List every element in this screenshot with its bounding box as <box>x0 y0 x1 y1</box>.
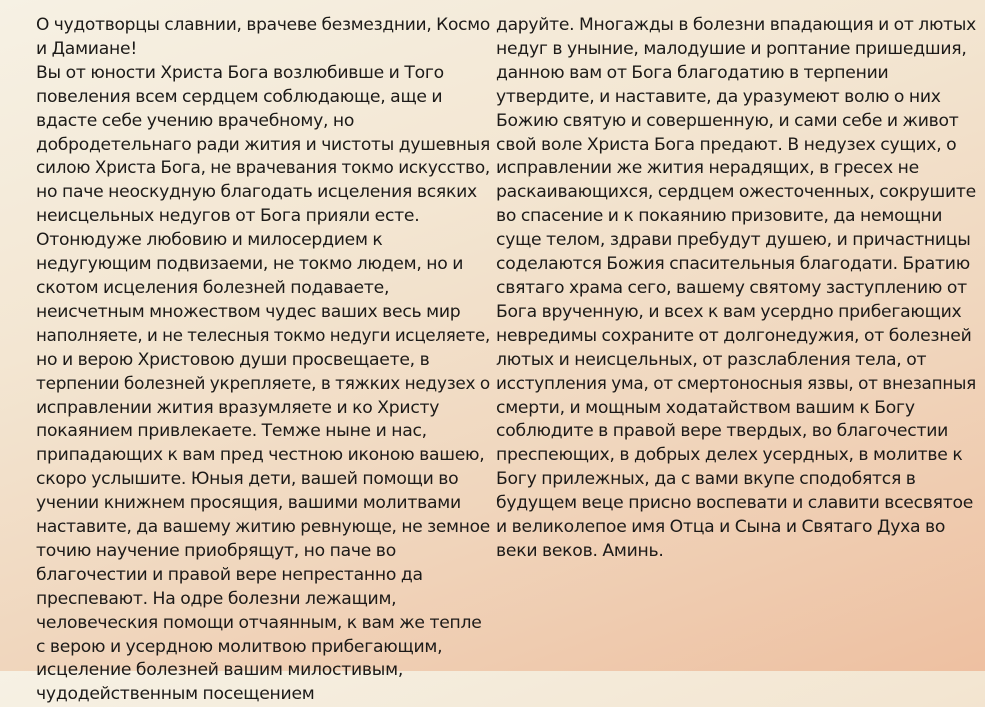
text-line: соделаются Божия спасительныя благодати. Братию <box>496 254 970 275</box>
text-line: соблюдите в правой вере твердых, во благочестии <box>496 421 949 442</box>
text-line: вдасте себе учению врачебному, но <box>36 110 355 131</box>
text-line: лютых и неисцельных, от разслабления тела, от <box>496 349 927 370</box>
text-line: и великолепое имя Отца и Сына и Святаго Духа во <box>496 517 946 538</box>
text-line: чудодейственным посещением <box>36 684 315 705</box>
text-line: Отонюдуже любовию и милосердием к <box>36 230 383 251</box>
text-line: наполняете, и не телесныя токмо недуги исцеляете, <box>36 325 490 346</box>
text-line: терпении болезней укрепляете, в тяжких недузех о <box>36 373 490 394</box>
text-line: Бога врученную, и всех к вам усердно прибегающих <box>496 301 962 322</box>
text-line: преспевают. На одре болезни лежащим, <box>36 588 397 609</box>
text-line: добродетельнаго ради жития и чистоты душевныя <box>36 134 490 155</box>
text-line: Вы от юности Христа Бога возлюбивше и Того <box>36 62 444 83</box>
text-line: исправлении же жития нерадящих, в гресех не <box>496 158 919 179</box>
text-line: покаянием привлекаете. Темже ныне и нас, <box>36 421 427 442</box>
text-line: но и верою Христовою души просвещаете, в <box>36 349 430 370</box>
text-line: исцеление болезней вашим милостивым, <box>36 660 404 681</box>
prayer-right-column <box>496 14 976 564</box>
text-line: будущем веце присно воспевати и славити всесвятое <box>496 493 974 514</box>
text-line: веки веков. Аминь. <box>496 540 664 561</box>
text-line: недуг в уныние, малодушие и роптание пришедшия, <box>496 38 967 59</box>
text-line: данною вам от Бога благодатию в терпении <box>496 62 889 83</box>
text-line: О чудотворцы славнии, врачеве безмезднии, Космо <box>36 15 490 35</box>
text-line: исправлении жития вразумляете и ко Христу <box>36 397 440 418</box>
text-line: скоро услышите. Юныя дети, вашей помощи во <box>36 469 459 490</box>
text-line: во спасение и к покаянию призовите, да немощни <box>496 206 943 227</box>
text-line: благочестии и правой вере непреcтанно да <box>36 564 423 585</box>
text-line: невредимы сохраните от долгонедужия, от болезней <box>496 325 972 346</box>
text-line: святаго храма сего, вашему святому заступлению от <box>496 277 967 298</box>
text-line: раскаивающихся, сердцем ожесточенных, сокрушите <box>496 182 976 203</box>
text-line: но паче неоскудную благодать исцеления всяких <box>36 182 477 203</box>
text-line: и Дамиане! <box>36 38 137 59</box>
text-line: припадающих к вам пред честною иконою вашею, <box>36 445 485 466</box>
text-line: учении книжнем просящия, вашими молитвами <box>36 493 461 514</box>
text-line: исступления ума, от смертоносныя язвы, от внезапныя <box>496 373 976 394</box>
text-line: недугующим подвизаеми, не токмо людем, но и <box>36 254 464 275</box>
text-line: точию научение приобрящут, но паче во <box>36 540 396 561</box>
text-line: преспеющих, в добрых делех усердных, в молитве к <box>496 445 963 466</box>
text-line: смерти, и мощным ходатайством вашим к Богу <box>496 397 915 418</box>
text-line: с верою и усердною молитвою прибегающим, <box>36 636 443 657</box>
text-line: наставите, да вашему житию ревнующе, не земное <box>36 517 490 538</box>
prayer-left-column <box>36 14 490 707</box>
text-line: человеческия помощи отчаянным, к вам же тепле <box>36 612 482 633</box>
text-line: скотом исцеления болезней подаваете, <box>36 277 390 298</box>
text-line: суще телом, здрави пребудут душею, и причастницы <box>496 230 971 251</box>
text-line: Богу прилежных, да с вами вкупе сподобятся в <box>496 469 916 490</box>
text-line: Божию святую и совершенную, и сами себе и живот <box>496 110 959 131</box>
text-line: даруйте. Многажды в болезни впадающия и от лютых <box>496 15 976 35</box>
text-line: неисчетным множеством чудес ваших весь мир <box>36 301 461 322</box>
text-line: свой воле Христа Бога предают. В недузех сущих, о <box>496 134 957 155</box>
text-line: неисцельных недугов от Бога прияли есте. <box>36 206 420 227</box>
text-line: повеления всем сердцем соблюдающе, аще и <box>36 86 443 107</box>
text-line: утвердите, и наставите, да уразумеют волю о них <box>496 86 941 107</box>
text-line: силою Христа Бога, не врачевания токмо искусство, <box>36 158 490 179</box>
